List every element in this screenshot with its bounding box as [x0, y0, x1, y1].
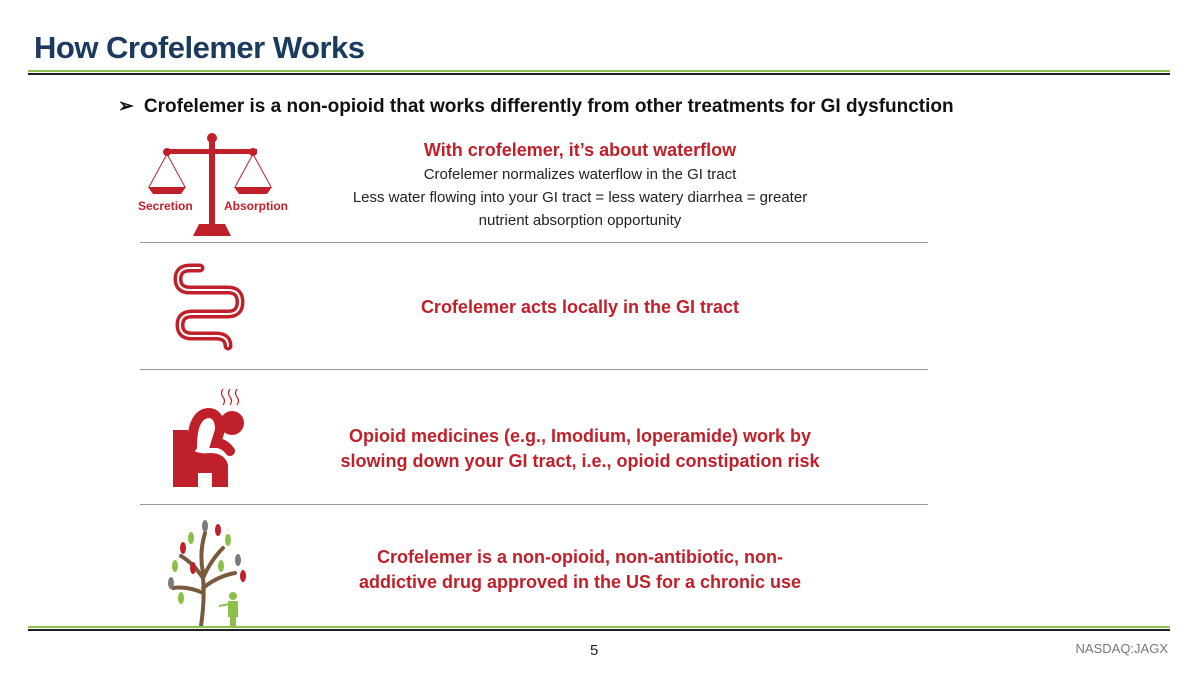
row-heading: Crofelemer acts locally in the GI tract — [420, 297, 740, 317]
row-local-action — [330, 295, 830, 320]
divider — [140, 504, 928, 505]
person-on-toilet-icon — [170, 385, 250, 490]
row-line: Crofelemer normalizes waterflow in the GI tract — [423, 166, 737, 183]
row-non-opioid — [330, 545, 830, 595]
row-opioid — [330, 424, 830, 474]
secretion-label: Secretion — [138, 199, 193, 213]
bullet-point — [118, 95, 954, 118]
balance-scale-icon — [135, 132, 295, 240]
tree-icon — [163, 518, 253, 628]
divider — [140, 242, 928, 243]
row-heading: With crofelemer, it’s about waterflow — [423, 140, 737, 160]
intestine-icon — [170, 262, 250, 352]
page-number: 5 — [590, 642, 599, 659]
footer-rule-dark — [28, 629, 1170, 631]
bullet-text: Crofelemer is a non-opioid that works differently from other treatments for GI dysfunction — [143, 96, 954, 117]
row-heading: Opioid medicines (e.g., Imodium, loperamide) work by slowing down your GI tract, i.e., opioid constipation risk — [340, 426, 820, 471]
absorption-label: Absorption — [224, 199, 288, 213]
row-line: Less water flowing into your GI tract = less watery diarrhea = greater nutrient absorption opportunity — [352, 189, 808, 229]
stock-ticker: NASDAQ:JAGX — [1075, 641, 1168, 656]
header-rule-green — [28, 70, 1170, 72]
row-heading: Crofelemer is a non-opioid, non-antibiotic, non-addictive drug approved in the US for a chronic use — [358, 547, 802, 592]
arrow-bullet-icon: ➢ — [118, 96, 134, 117]
row-waterflow — [330, 138, 830, 232]
page-title: How Crofelemer Works — [34, 30, 365, 65]
divider — [140, 369, 928, 370]
footer-rule-green — [28, 626, 1170, 628]
header-rule-dark — [28, 73, 1170, 75]
